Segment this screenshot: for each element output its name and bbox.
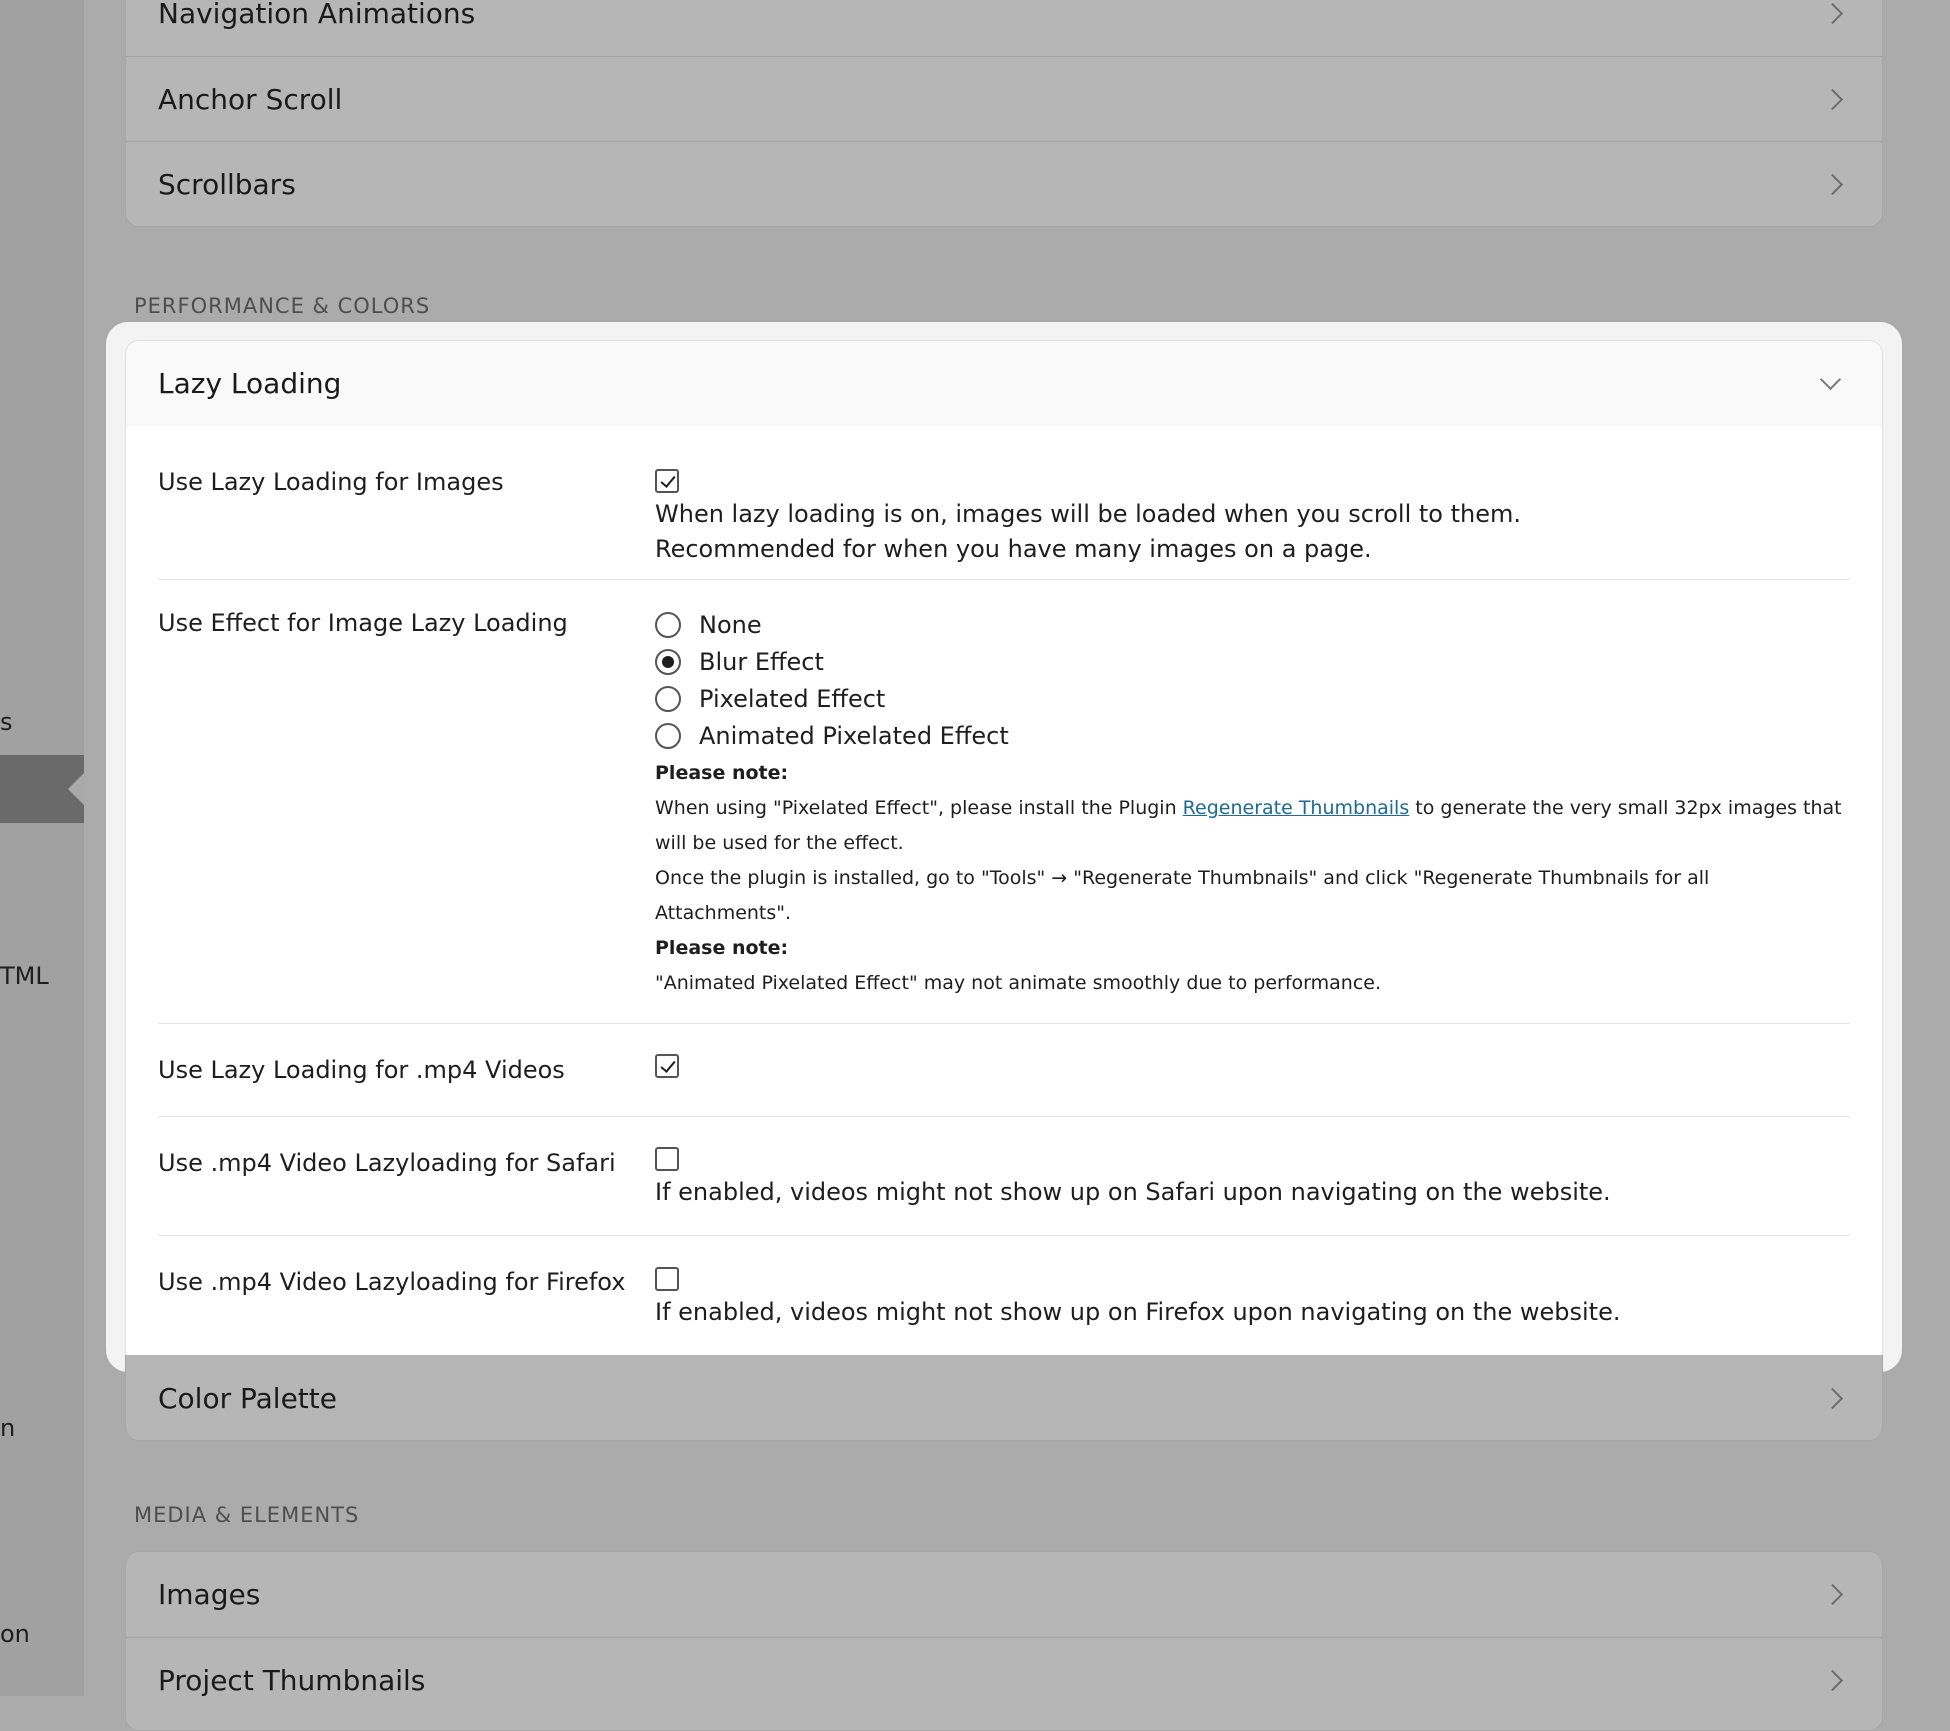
chevron-right-icon <box>1822 1669 1843 1690</box>
setting-label: Use Effect for Image Lazy Loading <box>158 609 568 637</box>
panel-scrollbars[interactable] <box>126 141 1882 226</box>
radio-button[interactable] <box>655 612 681 638</box>
note-title: Please note: <box>655 937 789 959</box>
effect-note <box>655 756 1850 1001</box>
chevron-right-icon <box>1822 1387 1843 1408</box>
chevron-down-icon <box>1820 369 1841 390</box>
note-line: Once the plugin is installed, go to "Tools" → "Regenerate Thumbnails" and click "Regenerate Thumbnails for all Attachments". <box>655 867 1710 924</box>
radio-option-blur[interactable] <box>655 643 1850 680</box>
settings-panel-group-media <box>125 1551 1883 1731</box>
lazy-firefox-checkbox[interactable] <box>655 1267 679 1291</box>
panel-title: Color Palette <box>158 1381 337 1415</box>
note-text: When using "Pixelated Effect", please install the Plugin <box>655 797 1183 819</box>
chevron-right-icon <box>1822 1584 1843 1605</box>
setting-lazy-safari <box>158 1116 1850 1236</box>
setting-description: If enabled, videos might not show up on Safari upon navigating on the website. <box>655 1178 1611 1206</box>
sidebar <box>0 0 84 1696</box>
chevron-right-icon <box>1822 173 1843 194</box>
chevron-right-icon <box>1822 3 1843 24</box>
setting-lazy-effect <box>158 579 1850 1024</box>
panel-color-palette[interactable] <box>126 1355 1882 1441</box>
setting-lazy-firefox <box>158 1235 1850 1356</box>
setting-description <box>655 497 1850 567</box>
setting-description: If enabled, videos might not show up on Firefox upon navigating on the website. <box>655 1298 1621 1326</box>
sidebar-item-label[interactable]: n <box>0 1414 16 1442</box>
panel-title: Anchor Scroll <box>158 82 343 116</box>
description-line: Recommended for when you have many images on a page. <box>655 535 1372 563</box>
lazy-images-checkbox[interactable] <box>655 469 679 493</box>
setting-label: Use .mp4 Video Lazyloading for Safari <box>158 1149 616 1177</box>
radio-option-animated-pixelated[interactable] <box>655 717 1850 754</box>
radio-label: None <box>699 610 762 639</box>
note-line: "Animated Pixelated Effect" may not animate smoothly due to performance. <box>655 972 1381 994</box>
section-heading-performance: PERFORMANCE & COLORS <box>134 294 431 318</box>
panel-anchor-scroll[interactable] <box>126 56 1882 141</box>
setting-label: Use .mp4 Video Lazyloading for Firefox <box>158 1268 626 1296</box>
note-text: to generate the very small 32px images that will be used for the effect. <box>655 797 1842 854</box>
description-line: When lazy loading is on, images will be loaded when you scroll to them. <box>655 500 1522 528</box>
setting-lazy-videos <box>158 1023 1850 1117</box>
sidebar-item-label[interactable]: s <box>0 708 13 736</box>
sidebar-item-label[interactable]: TML <box>0 962 49 990</box>
radio-button[interactable] <box>655 686 681 712</box>
settings-panel-group-top <box>125 0 1883 227</box>
lazy-videos-checkbox[interactable] <box>655 1054 679 1078</box>
radio-button[interactable] <box>655 649 681 675</box>
panel-images[interactable] <box>126 1552 1882 1637</box>
regenerate-thumbnails-link[interactable]: Regenerate Thumbnails <box>1182 797 1410 819</box>
panel-title: Scrollbars <box>158 167 296 201</box>
note-title: Please note: <box>655 762 789 784</box>
panel-title: Project Thumbnails <box>158 1663 426 1697</box>
radio-option-none[interactable] <box>655 606 1850 643</box>
sidebar-item-label[interactable]: on <box>0 1620 30 1648</box>
radio-label: Blur Effect <box>699 647 824 676</box>
lazy-safari-checkbox[interactable] <box>655 1147 679 1171</box>
setting-label: Use Lazy Loading for .mp4 Videos <box>158 1056 565 1084</box>
section-heading-media: MEDIA & ELEMENTS <box>134 1503 360 1527</box>
color-palette-panel <box>125 1355 1883 1441</box>
radio-option-pixelated[interactable] <box>655 680 1850 717</box>
radio-button[interactable] <box>655 723 681 749</box>
chevron-right-icon <box>1822 88 1843 109</box>
note-line <box>655 791 1850 861</box>
lazy-loading-header[interactable] <box>126 341 1882 426</box>
radio-label: Pixelated Effect <box>699 684 886 713</box>
radio-label: Animated Pixelated Effect <box>699 721 1009 750</box>
setting-lazy-images <box>158 426 1850 579</box>
panel-title: Navigation Animations <box>158 0 476 30</box>
panel-navigation-animations[interactable] <box>126 0 1882 56</box>
panel-title: Lazy Loading <box>158 367 342 400</box>
panel-project-thumbnails[interactable] <box>126 1637 1882 1722</box>
panel-title: Images <box>158 1578 261 1611</box>
lazy-loading-panel <box>125 340 1883 1356</box>
sidebar-item-active[interactable] <box>0 755 84 823</box>
setting-label: Use Lazy Loading for Images <box>158 468 504 496</box>
